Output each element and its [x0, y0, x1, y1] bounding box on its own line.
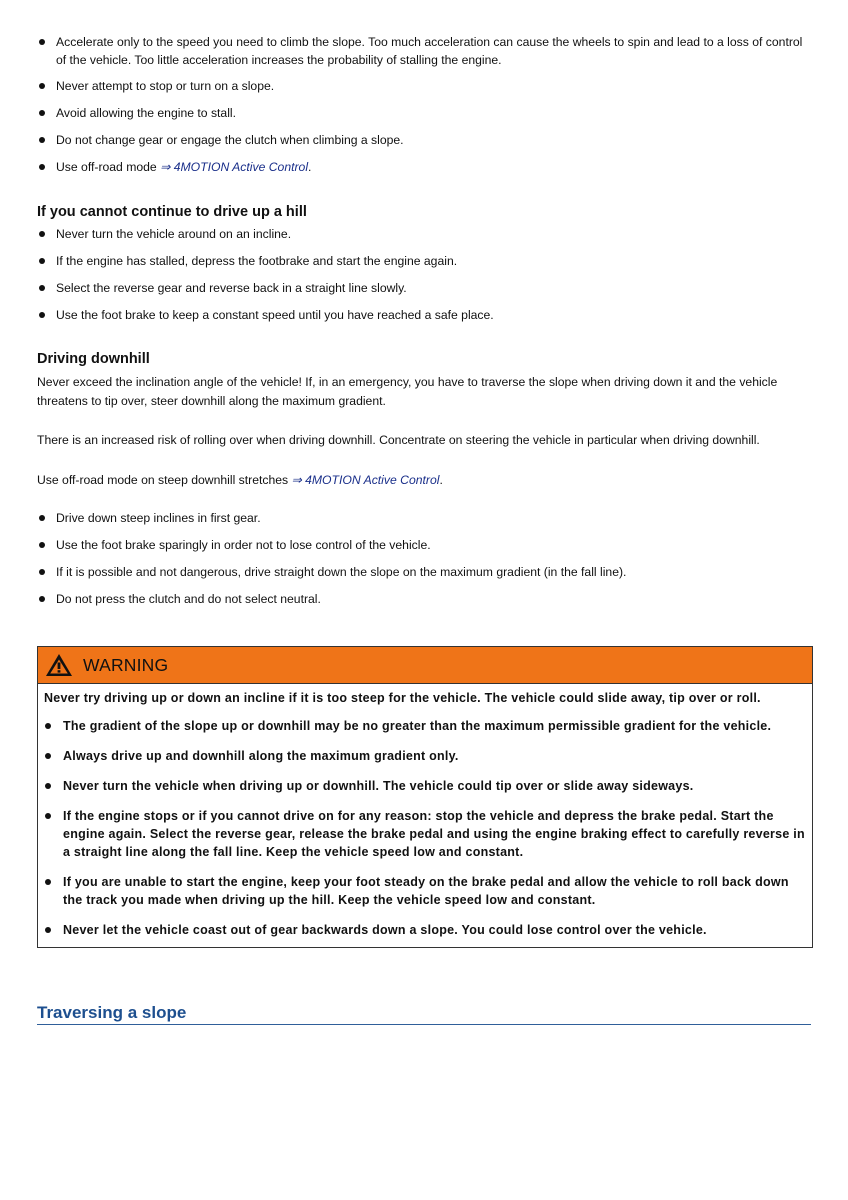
climbing-bullet-list [37, 34, 813, 177]
list-item-text: Do not change gear or engage the clutch when climbing a slope. [56, 133, 404, 147]
list-item-text: Use the foot brake to keep a constant speed until you have reached a safe place. [56, 307, 494, 322]
bullet-dot [39, 137, 45, 143]
list-item-text: If the engine stops or if you cannot drive on for any reason: stop the vehicle and depress the brake pedal. Start the engine again. Select the reverse gear, release the brake pedal and using the engine braking effect to carefully reverse in a straight line along the fall line. Keep the vehicle speed low and constant. [63, 809, 805, 859]
list-item [44, 717, 806, 735]
bullet-dot [45, 723, 51, 729]
warning-label: WARNING [83, 654, 169, 675]
bullet-dot [45, 927, 51, 933]
bullet-dot [45, 879, 51, 885]
downhill-paragraph: There is an increased risk of rolling over when driving downhill. Concentrate on steering the vehicle in particular when driving downhill. [37, 433, 760, 447]
list-item [37, 132, 813, 150]
warning-triangle-icon [44, 652, 74, 678]
list-item [37, 34, 813, 69]
list-item-suffix: . [308, 160, 312, 174]
bullet-dot [39, 164, 45, 170]
list-item [44, 921, 806, 939]
downhill-paragraph-with-link [37, 471, 813, 490]
section-heading-downhill: Driving downhill [37, 351, 150, 367]
list-item [44, 807, 806, 861]
list-item [37, 564, 813, 582]
warning-box [37, 646, 813, 948]
bullet-dot [45, 813, 51, 819]
bullet-dot [45, 783, 51, 789]
list-item-text: If you are unable to start the engine, keep your foot steady on the brake pedal and allow the vehicle to roll back down the track you made when driving up the hill. Keep the vehicle speed low and constant. [63, 875, 789, 907]
bullet-dot [45, 753, 51, 759]
list-item [37, 78, 813, 96]
list-item [37, 280, 813, 298]
list-item-text: Accelerate only to the speed you need to climb the slope. Too much acceleration can cause the wheels to spin and lead to a loss of control of the vehicle. Too little acceleration increases the probability of stalling the engine. [56, 35, 803, 67]
list-item-text: Do not press the clutch and do not select neutral. [56, 592, 321, 606]
list-item-text: Avoid allowing the engine to stall. [56, 106, 236, 120]
paragraph-suffix: . [439, 472, 443, 487]
list-item-text: Use the foot brake sparingly in order not to lose control of the vehicle. [56, 538, 431, 552]
list-item [37, 307, 813, 325]
list-item-text: Drive down steep inclines in first gear. [56, 511, 261, 525]
warning-lead-text: Never try driving up or down an incline if it is too steep for the vehicle. The vehicle could slide away, tip over or roll. [44, 691, 761, 705]
list-item-text: Never turn the vehicle around on an incline. [56, 226, 292, 241]
arrow-icon: ⇒ [291, 472, 302, 487]
bullet-dot [39, 39, 45, 45]
bullet-dot [39, 312, 45, 318]
warning-body [38, 684, 812, 947]
section-title-traversing [37, 1003, 811, 1025]
list-item-text: Always drive up and downhill along the maximum gradient only. [63, 749, 459, 763]
link-text: 4MOTION Active Control [173, 160, 309, 174]
bullet-dot [39, 110, 45, 116]
list-item [37, 537, 813, 555]
list-item-text: Never turn the vehicle when driving up or downhill. The vehicle could tip over or slide away sideways. [63, 779, 694, 793]
list-item-text: Use off-road mode [56, 160, 161, 174]
list-item-text: Never let the vehicle coast out of gear backwards down a slope. You could lose control over the vehicle. [63, 923, 707, 937]
page-content [37, 30, 813, 618]
list-item [37, 226, 813, 244]
bullet-dot [39, 258, 45, 264]
list-item [44, 873, 806, 909]
bullet-dot [39, 596, 45, 602]
bullet-dot [39, 569, 45, 575]
list-item [44, 777, 806, 795]
bullet-dot [39, 515, 45, 521]
warning-bullet-list [44, 717, 806, 939]
list-item [37, 159, 813, 177]
downhill-bullet-list [37, 510, 813, 609]
cross-reference-link[interactable] [291, 472, 443, 487]
list-item-text: If it is possible and not dangerous, drive straight down the slope on the maximum gradient (in the fall line). [56, 565, 627, 579]
list-item [37, 510, 813, 528]
link-text: 4MOTION Active Control [305, 472, 440, 487]
warning-header [38, 647, 812, 684]
list-item-text: The gradient of the slope up or downhill may be no greater than the maximum permissible gradient for the vehicle. [63, 719, 772, 733]
list-item [44, 747, 806, 765]
bullet-dot [39, 285, 45, 291]
list-item-text: Never attempt to stop or turn on a slope. [56, 79, 275, 93]
list-item-text: Select the reverse gear and reverse back in a straight line slowly. [56, 280, 407, 295]
bullet-dot [39, 83, 45, 89]
section-heading-cannot-continue: If you cannot continue to drive up a hill [37, 203, 307, 220]
list-item [37, 253, 813, 271]
downhill-paragraph: Never exceed the inclination angle of the vehicle! If, in an emergency, you have to traverse the slope when driving down it and the vehicle threatens to tip over, steer downhill along the maximum gradient. [37, 375, 778, 408]
bullet-dot [39, 231, 45, 237]
list-item [37, 591, 813, 609]
arrow-icon: ⇒ [160, 160, 171, 174]
section-title-text: Traversing a slope [37, 1003, 187, 1022]
cannot-continue-bullet-list [37, 226, 813, 325]
paragraph-text: Use off-road mode on steep downhill stretches [37, 472, 292, 487]
bullet-dot [39, 542, 45, 548]
list-item [37, 105, 813, 123]
cross-reference-link[interactable] [160, 160, 308, 174]
list-item-text: If the engine has stalled, depress the footbrake and start the engine again. [56, 253, 458, 268]
